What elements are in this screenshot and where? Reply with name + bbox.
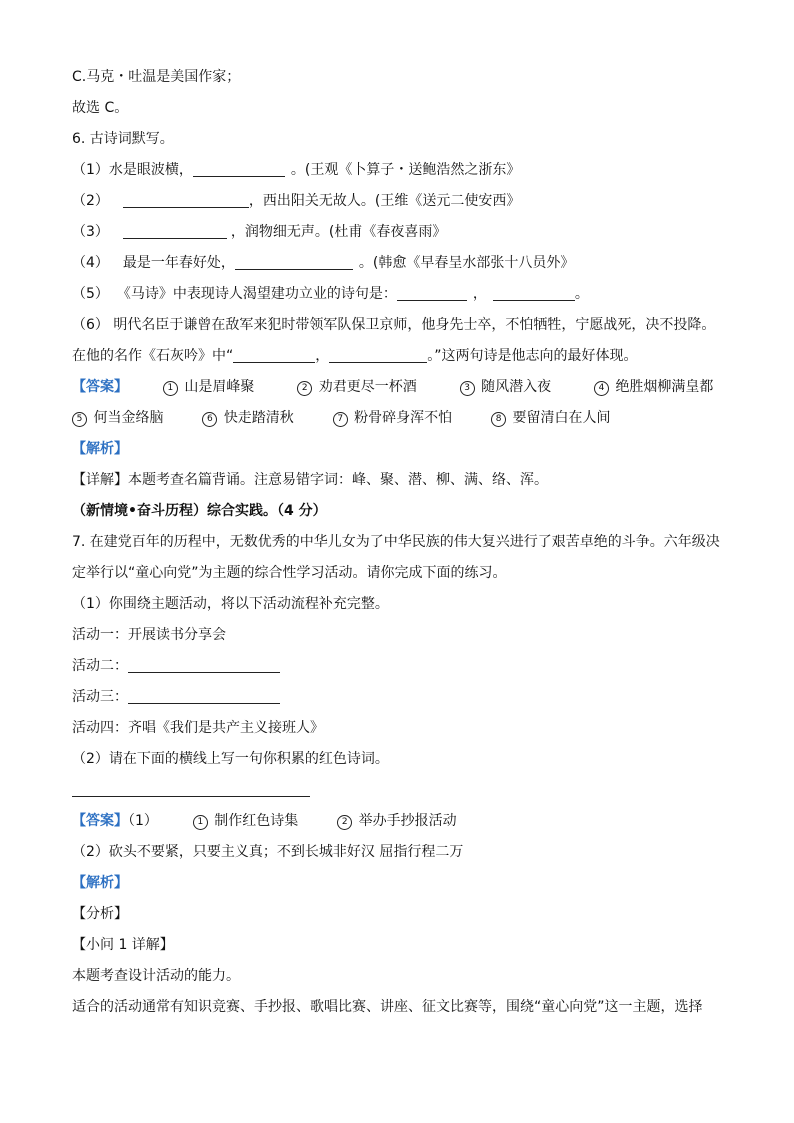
- circled-number: 2: [337, 815, 352, 830]
- answer-prefix: （1）: [128, 813, 158, 829]
- answer-item: [202, 410, 293, 426]
- answer-blank[interactable]: [123, 222, 227, 239]
- activity-1: 活动一：开展读书分享会: [72, 627, 226, 643]
- item-number: （1）: [72, 162, 109, 178]
- section-title: （新情境•奋斗历程）综合实践。（4 分）: [72, 503, 327, 519]
- answer-text: 快走踏清秋: [223, 410, 294, 426]
- q6-item-5: [72, 279, 732, 310]
- q7-subquestion-2: （2）请在下面的横线上写一句你积累的红色诗词。: [72, 751, 389, 767]
- circled-number: 5: [72, 412, 87, 427]
- q6-answer-row-1: [72, 372, 732, 403]
- q6-answer-row-2: [72, 403, 732, 434]
- answer-text: 绝胜烟柳满皇都: [615, 379, 714, 395]
- question-7-line1: 7. 在建党百年的历程中，无数优秀的中华儿女为了中华民族的伟大复兴进行了艰苦卓绝的斗争。六年级决: [72, 534, 720, 550]
- item-text-before: 在他的名作《石灰吟》中“: [72, 348, 234, 364]
- item-text-before: 《马诗》中表现诗人渴望建功立业的诗句是：: [116, 286, 397, 302]
- circled-number: 7: [333, 412, 348, 427]
- q6-item-6-line1: （6） 明代名臣于谦曾在敌军来犯时带领军队保卫京师，他身先士卒，不怕牺牲，宁愿战死，决不投降。: [72, 317, 716, 333]
- item-number: （3）: [72, 224, 109, 240]
- q7-answer-row-2: （2）砍头不要紧，只要主义真；不到长城非好汉 屈指行程二万: [72, 844, 464, 860]
- question-7-line2: 定举行以“童心向党”为主题的综合性学习活动。请你完成下面的练习。: [72, 565, 507, 581]
- circled-number: 3: [460, 381, 475, 396]
- answer-blank[interactable]: [329, 346, 427, 363]
- item-text-before: 最是一年春好处，: [122, 255, 235, 271]
- analysis-tag: 【解析】: [72, 875, 128, 891]
- answer-text: 举办手抄报活动: [358, 813, 457, 829]
- answer-blank[interactable]: [235, 253, 353, 270]
- answer-blank[interactable]: [123, 191, 249, 208]
- activity-4: 活动四：齐唱《我们是共产主义接班人》: [72, 720, 324, 736]
- answer-tag: 【答案】: [72, 813, 128, 829]
- circled-number: 1: [163, 381, 178, 396]
- item-text-after: 。”这两句诗是他志向的最好体现。: [427, 348, 638, 364]
- answer-item: [337, 813, 456, 829]
- activity-3: [72, 682, 732, 713]
- answer-text: 制作红色诗集: [214, 813, 299, 829]
- subquestion-detail-tag: 【小问 1 详解】: [72, 937, 174, 953]
- answer-item: [333, 410, 452, 426]
- answer-text: 何当金络脑: [93, 410, 164, 426]
- explanation-1: 本题考查设计活动的能力。: [72, 968, 240, 984]
- q6-item-6-line2: [72, 341, 732, 372]
- answer-blank[interactable]: [233, 346, 315, 363]
- answer-item: [297, 379, 416, 395]
- answer-item: [460, 379, 551, 395]
- item-text-mid: ，: [315, 348, 330, 364]
- poem-blank-line: [72, 775, 732, 806]
- answer-text: 粉骨碎身浑不怕: [354, 410, 453, 426]
- activity-2: [72, 651, 732, 682]
- q7-answer-row-1: [72, 806, 732, 837]
- circled-number: 4: [594, 381, 609, 396]
- analysis-tag: 【解析】: [72, 441, 128, 457]
- circled-number: 2: [297, 381, 312, 396]
- answer-text: 随风潜入夜: [481, 379, 552, 395]
- circled-number: 1: [193, 815, 208, 830]
- q6-item-2: [72, 186, 732, 217]
- item-text-after: 。(韩愈《早春呈水部张十八员外》: [358, 255, 575, 271]
- q6-item-3: [72, 217, 732, 248]
- answer-blank[interactable]: [397, 284, 467, 301]
- q6-item-4: [72, 248, 732, 279]
- item-text-after: ，润物细无声。(杜甫《春夜喜雨》: [230, 224, 447, 240]
- answer-blank[interactable]: [128, 656, 280, 673]
- answer-item: [491, 410, 610, 426]
- item-number: （4）: [72, 255, 109, 271]
- item-text-before: 水是眼波横，: [108, 162, 193, 178]
- answer-item: [72, 410, 163, 426]
- answer-blank[interactable]: [72, 780, 310, 797]
- choice-text: 故选 C。: [72, 100, 129, 116]
- answer-text: 山是眉峰聚: [184, 379, 255, 395]
- answer-blank[interactable]: [193, 160, 285, 177]
- detail-text: 【详解】本题考查名篇背诵。注意易错字词：峰、聚、潜、柳、满、络、浑。: [72, 472, 548, 488]
- answer-item: [594, 379, 713, 395]
- answer-blank[interactable]: [493, 284, 575, 301]
- answer-blank[interactable]: [128, 687, 280, 704]
- item-text-after: 。(王观《卜算子・送鲍浩然之浙东》: [290, 162, 521, 178]
- item-number: （5）: [72, 286, 109, 302]
- q7-subquestion-1: （1）你围绕主题活动，将以下活动流程补充完整。: [72, 596, 389, 612]
- explanation-2: 适合的活动通常有知识竞赛、手抄报、歌唱比赛、讲座、征文比赛等，围绕“童心向党”这一主题，选择: [72, 999, 703, 1015]
- q6-item-1: [72, 155, 732, 186]
- answer-item: [193, 813, 298, 829]
- answer-text: 劝君更尽一杯酒: [318, 379, 417, 395]
- item-number: （2）: [72, 193, 109, 209]
- answer-tag: 【答案】: [72, 379, 128, 395]
- item-text-mid: ，: [472, 286, 487, 302]
- circled-number: 8: [491, 412, 506, 427]
- question-6-title: 6. 古诗词默写。: [72, 131, 174, 147]
- item-text-after: 。: [574, 286, 589, 302]
- document-page: [72, 62, 732, 1023]
- answer-item: [163, 379, 254, 395]
- activity-label: 活动二：: [72, 658, 128, 674]
- circled-number: 6: [202, 412, 217, 427]
- answer-text: 要留清白在人间: [512, 410, 611, 426]
- fenxi-tag: 【分析】: [72, 906, 128, 922]
- activity-label: 活动三：: [72, 689, 128, 705]
- option-c-text: C.马克・吐温是美国作家；: [72, 69, 241, 85]
- item-text-after: ，西出阳关无故人。(王维《送元二使安西》: [248, 193, 521, 209]
